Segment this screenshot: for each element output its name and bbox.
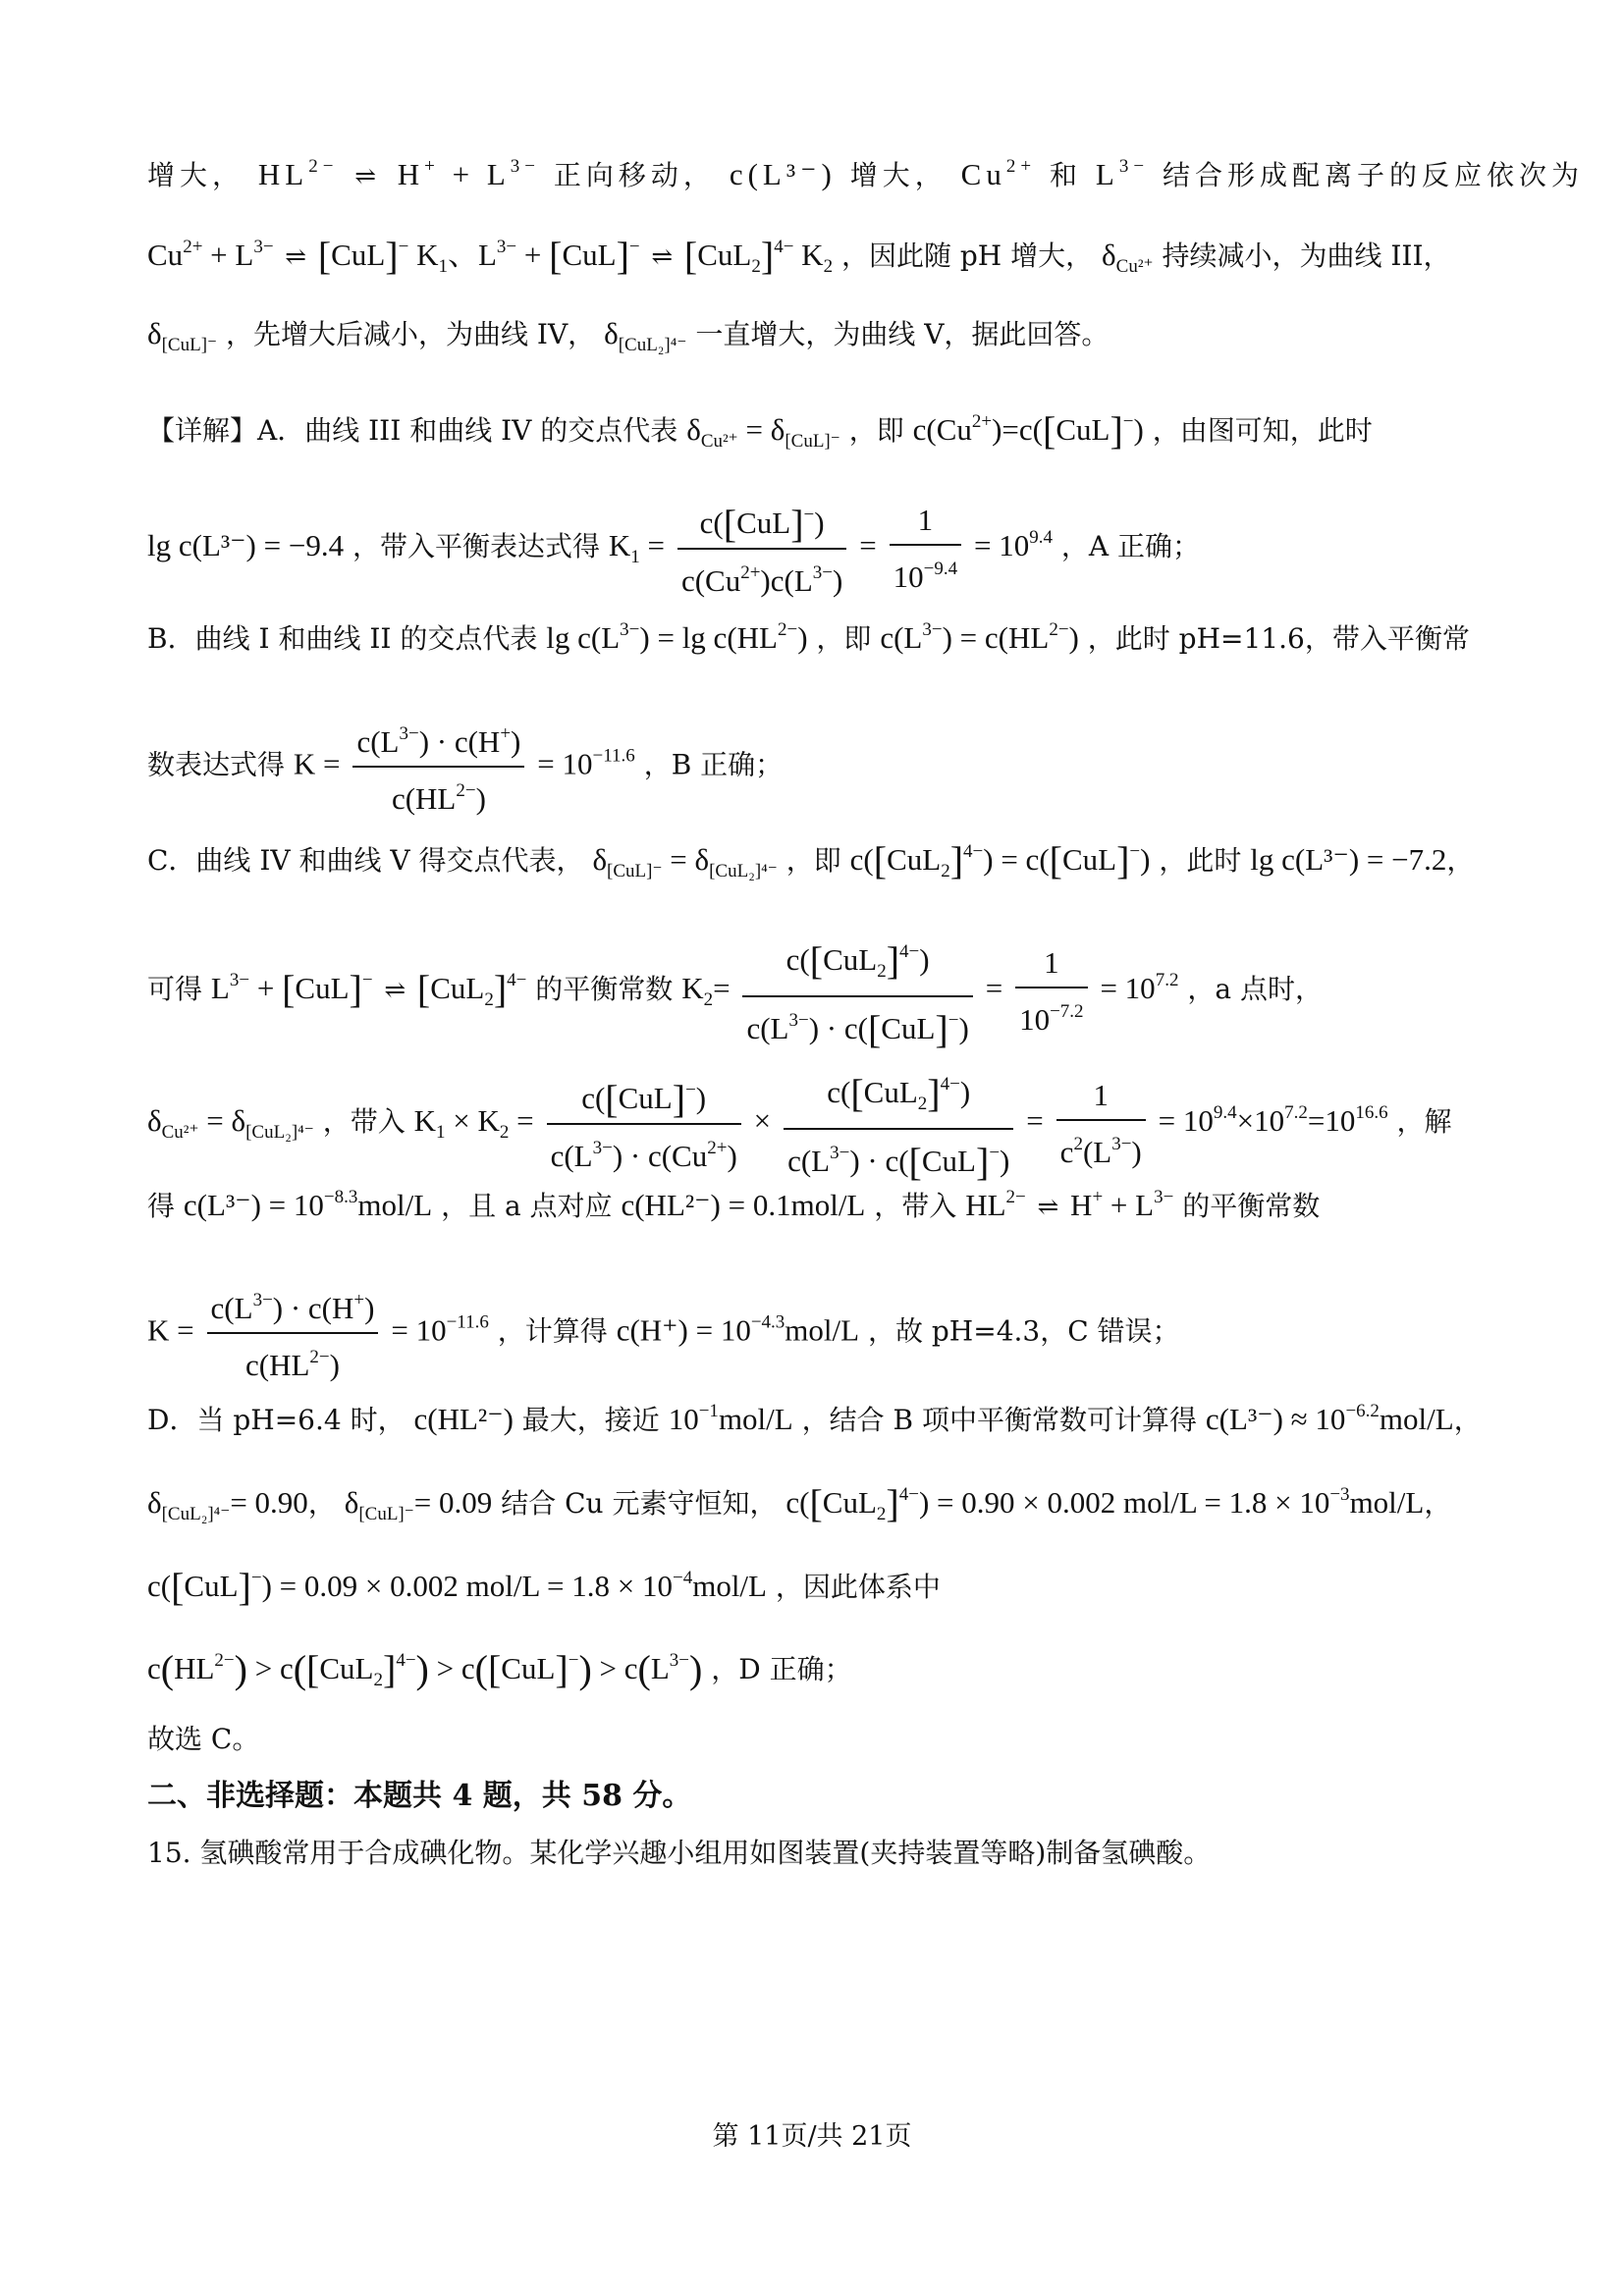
text-line-13: D．当 pH=6.4 时， c(HL²⁻) 最大，接近 $10^{-1}mol/L$ ，结合 B 项中平衡常数可计算得 $c(L^{3-}) \approx 10^{-6.2}mol/L$， [147, 1401, 1482, 1436]
exponent: −3 [1329, 1484, 1350, 1505]
text-span: 15. 氢碘酸常用于合成碘化物。某化学兴趣小组用如图装置(夹持装置等略)制备氢碘酸。 [147, 1837, 1212, 1869]
formula: = 10 [537, 746, 593, 781]
text-span: 和 [1049, 159, 1082, 191]
text-span: D．当 pH=6.4 时， [147, 1404, 406, 1436]
formula: c(HL²⁻) = 0.1mol/L [621, 1188, 866, 1222]
text-span: 持续减小，为曲线 III， [1162, 240, 1451, 272]
text-line-6 [147, 611, 1487, 659]
text-span: ，带入 [874, 1190, 957, 1222]
fraction-k-repeat: $\frac{c(L^{3-}) \cdot c(H^+)}{c(HL^{2-})}$ [207, 1281, 379, 1385]
formula: $c(L^{3-}) = c(HL^{2-})$ [880, 619, 1079, 655]
exponent: −1 [698, 1401, 719, 1421]
text-span: 得 [147, 1190, 176, 1222]
exponent: −8.3 [323, 1187, 358, 1207]
text-span: ，A 正确； [1060, 530, 1200, 562]
formula: $\delta_{[CuL_2]^{4-}}$ [604, 316, 687, 355]
formula: $c([CuL_2]^{4-}$ [785, 1481, 919, 1525]
text-span: C．曲线 IV 和曲线 V 得交点代表， [147, 844, 584, 877]
text-span: ，结合 B 项中平衡常数可计算得 [801, 1404, 1198, 1436]
text-span: ，此时 [1159, 844, 1242, 877]
text-span: ，因此随 pH 增大， [840, 240, 1094, 272]
text-line-17 [147, 1720, 1487, 1759]
text-span: ，即 [785, 844, 841, 877]
formula: $K_1$ = [608, 528, 666, 567]
page-footer: 第 11页/共 21页 [712, 2121, 912, 2152]
text-line-3 [147, 314, 1487, 365]
exponent: 7.2 [1284, 1102, 1308, 1123]
text-line-1 [147, 147, 1584, 196]
text-line-10: $\delta_{Cu^{2+}} = \delta_{[CuL_2]^{4-}}$ ，带入 $K_1 \times K_2$ = $\frac{c([CuL]^-)}{c(L^{3-}) \cdot c(Cu^{2+})}$ × $\frac{c([CuL_2]^{4-})}{c(L^{3-}) \cdot c([CuL]^-)}$ = $\frac{1}{c^2(L^{3-})}$ = $10^{9.4}\times 10^{7.2}=10^{16.6}$ ，解 [147, 1065, 1487, 1182]
text-span: ，由图可知，此时 [1152, 414, 1373, 447]
formula: 10 [668, 1402, 699, 1436]
formula: lg c(L³⁻) = −9.4 [147, 528, 345, 562]
text-line-12 [147, 1281, 1487, 1385]
text-span: 数表达式得 [147, 748, 286, 781]
text-span: 故选 C。 [147, 1723, 260, 1755]
exponent: −4 [672, 1568, 693, 1588]
exponent: −11.6 [446, 1311, 489, 1333]
formula: $K_1 \times K_2$ = [413, 1103, 534, 1143]
fraction-k: $\frac{c(L^{3-}) \cdot c(H^+)}{c(HL^{2-})}$ [352, 715, 524, 819]
formula: $\delta_{[CuL]^-}$ [344, 1485, 414, 1524]
text-line-5: lg c(L³⁻) = −9.4 ，带入平衡表达式得 $K_1$ = $\frac{c([CuL]^-)}{c(Cu^{2+})c(L^{3-})}$ = $\frac{1}{10^{-9.4}}$ = $10^{9.4}$ ，A 正确； [147, 496, 1487, 601]
unit: mol/L [357, 1188, 433, 1222]
formula: $\delta_{Cu^{2+}}$ [1102, 238, 1154, 277]
text-span: ，B 正确； [643, 748, 784, 781]
exponent: 7.2 [1155, 970, 1179, 990]
formula: $\delta_{Cu^{2+}} = \delta_{[CuL]^-}$ [686, 412, 840, 452]
formula: c(L³⁻) ≈ 10 [1205, 1402, 1346, 1436]
fraction-k1-value: $\frac{1}{10^{-9.4}}$ [890, 501, 961, 597]
formula: = 10 [973, 528, 1030, 562]
formula: c(H⁺) = 10 [616, 1312, 751, 1348]
unit: mol/L [718, 1402, 793, 1436]
text-span: ，故 pH=4.3，C 错误； [867, 1314, 1180, 1348]
exponent: 16.6 [1355, 1102, 1388, 1123]
text-line-4 [147, 402, 1487, 461]
text-span: ，计算得 [497, 1314, 608, 1348]
formula: = 10 [391, 1312, 447, 1348]
text-line-11 [147, 1178, 1487, 1227]
text-span: 的平衡常数 [535, 973, 674, 1005]
unit: mol/L [692, 1569, 767, 1603]
formula: $\delta_{[CuL]^-}$ [147, 316, 218, 355]
text-span: 一直增大，为曲线 V，据此回答。 [695, 318, 1110, 350]
text-span: 正向移动， [553, 159, 716, 191]
text-span: 可得 [147, 973, 203, 1005]
text-span: 【详解】A．曲线 III 和曲线 IV 的交点代表 [147, 414, 678, 447]
text-span: ，带入平衡表达式得 [352, 530, 600, 562]
fraction-k1-part: $\frac{c([CuL]^-)}{c(L^{3-}) \cdot c(Cu^{2+})}$ [547, 1071, 741, 1176]
formula: c(L³⁻) = 10 [183, 1188, 324, 1222]
section-heading [147, 1777, 1487, 1816]
fraction-k2: $\frac{c([CuL_2]^{4-})}{c(L^{3-}) \cdot c([CuL]^-)}$ [742, 933, 972, 1049]
formula: $\delta_{[CuL]^-} = \delta_{[CuL_2]^{4-}}$ [592, 842, 778, 881]
formula: K = [147, 1312, 194, 1348]
text-span: 结合形成配离子的反应依次为 [1162, 159, 1584, 191]
text-span: 最大，接近 [521, 1404, 660, 1436]
text-line-15 [147, 1559, 1487, 1607]
formula: K = [293, 746, 341, 781]
text-span: ，a 点时， [1187, 973, 1323, 1005]
unit: mol/L [1379, 1402, 1454, 1436]
formula: c(HL²⁻) [413, 1402, 514, 1436]
unit: mol/L [785, 1312, 860, 1348]
equilibrium-formula: $HL^{2-}$ ⇌ $H^+ + L^{3-}$ [257, 156, 541, 191]
formula: $c(HL^{2-}) > c([CuL_2]^{4-}) > c([CuL]^-) > c(L^{3-})$ [147, 1647, 703, 1691]
text-span: ，先增大后减小，为曲线 IV， [225, 318, 596, 350]
formula: = 0.90 [230, 1485, 308, 1520]
text-span: 增大， [849, 159, 947, 191]
text-span: ，此时 pH=11.6，带入平衡常 [1087, 622, 1470, 655]
text-span: ，带入 [322, 1105, 406, 1138]
exponent: −4.3 [750, 1311, 785, 1333]
text-span: 结合 Cu 元素守恒知， [501, 1487, 778, 1520]
question-15 [147, 1834, 1487, 1873]
fraction-k2-part: $\frac{c([CuL_2]^{4-})}{c(L^{3-}) \cdot c([CuL]^-)}$ [784, 1065, 1013, 1182]
fraction-k1k2: $\frac{1}{c^2(L^{3-})}$ [1056, 1076, 1146, 1172]
text-line-2 [147, 228, 1487, 287]
text-line-8: C．曲线 IV 和曲线 V 得交点代表， $\delta_{[CuL]^-} = \delta_{[CuL_2]^{4-}}$ ，即 $c([CuL_2]^{4-}) = c([CuL]^-)$ ，此时 lg c(L³⁻) = −7.2， [147, 838, 1475, 882]
text-line-16 [147, 1641, 1487, 1700]
formula: $\delta_{[CuL_2]^{4-}}$ [147, 1485, 231, 1524]
text-line-7 [147, 715, 1487, 819]
formula: $c(Cu^{2+})=c([CuL]^-)$ [912, 408, 1144, 453]
formula: $\delta_{Cu^{2+}} = \delta_{[CuL_2]^{4-}}$ [147, 1103, 314, 1143]
formula: = 0.09 [413, 1485, 493, 1520]
formula: $L^{3-}$ [1095, 156, 1150, 191]
formula: c([CuL]− [147, 1565, 262, 1609]
exponent: −6.2 [1345, 1401, 1380, 1421]
fraction-k2-value: $\frac{1}{10^{-7.2}}$ [1015, 943, 1087, 1040]
formula: lg c(L³⁻) = −7.2 [1250, 842, 1447, 877]
exponent: 9.4 [1213, 1102, 1237, 1123]
unit: mol/L [1349, 1485, 1425, 1520]
equilibrium-formula: $HL^{2-}$ ⇌ $H^+ + L^{3-}$ [965, 1187, 1174, 1222]
formula: $L^{3-} + [CuL]^-$ ⇌ $[CuL_2]^{4-}$ [210, 967, 527, 1011]
formula: $Cu^{2+}$ [960, 156, 1037, 191]
exponent: 9.4 [1029, 527, 1053, 548]
text-line-14: $\delta_{[CuL_2]^{4-}}= 0.90$， $\delta_{[CuL]^-}= 0.09$ 结合 Cu 元素守恒知， $c([CuL_2]^{4-}) = 0.90 \times 0.002$ $mol/L = 1.8 \times 10^{-3}mol/L$， [147, 1481, 1452, 1525]
formula: c(L³⁻) [729, 157, 837, 191]
formula: ) = 0.09 × 0.002 mol/L = 1.8 × 10 [261, 1569, 673, 1603]
formula: ) = 0.90 × 0.002 mol/L = 1.8 × 10 [918, 1485, 1330, 1520]
formula: $c([CuL_2]^{4-}) = c([CuL]^-)$ [849, 838, 1151, 882]
reaction-formula: $Cu^{2+} + L^{3-}$ ⇌ [CuL]− $K_1$、$L^{3-} + [CuL]^-$ ⇌ $[CuL_2]^{4-}$ $K_2$ [147, 234, 834, 278]
text-span: 增大， [147, 159, 245, 191]
formula: $\lg c(L^{3-}) = \lg c(HL^{2-})$ [546, 619, 808, 655]
text-span: 的平衡常数 [1182, 1190, 1321, 1222]
text-span: ，即 [816, 622, 872, 655]
formula: $K_2=$ [681, 971, 731, 1010]
text-span: ，且 a 点对应 [441, 1190, 613, 1222]
text-span: B．曲线 I 和曲线 II 的交点代表 [147, 622, 538, 655]
text-span: ，因此体系中 [775, 1571, 941, 1603]
text-span: ，解 [1396, 1105, 1452, 1138]
formula: = 10 [1158, 1103, 1214, 1138]
text-span: ，即 [848, 414, 904, 447]
fraction-k1: $\frac{c([CuL]^-)}{c(Cu^{2+})c(L^{3-})}$ [677, 496, 846, 601]
text-span: ，D 正确； [711, 1653, 852, 1685]
text-line-9: 可得 $L^{3-} + [CuL]^-$ ⇌ $[CuL_2]^{4-}$ 的平衡常数 $K_2=$ $\frac{c([CuL_2]^{4-})}{c(L^{3-}) \cdot c([CuL]^-)}$ = $\frac{1}{10^{-7.2}}$ = $10^{7.2}$ ，a 点时， [147, 933, 1487, 1049]
exponent: −11.6 [592, 745, 635, 767]
heading-text: 二、非选择题：本题共 4 题，共 58 分。 [147, 1779, 692, 1813]
